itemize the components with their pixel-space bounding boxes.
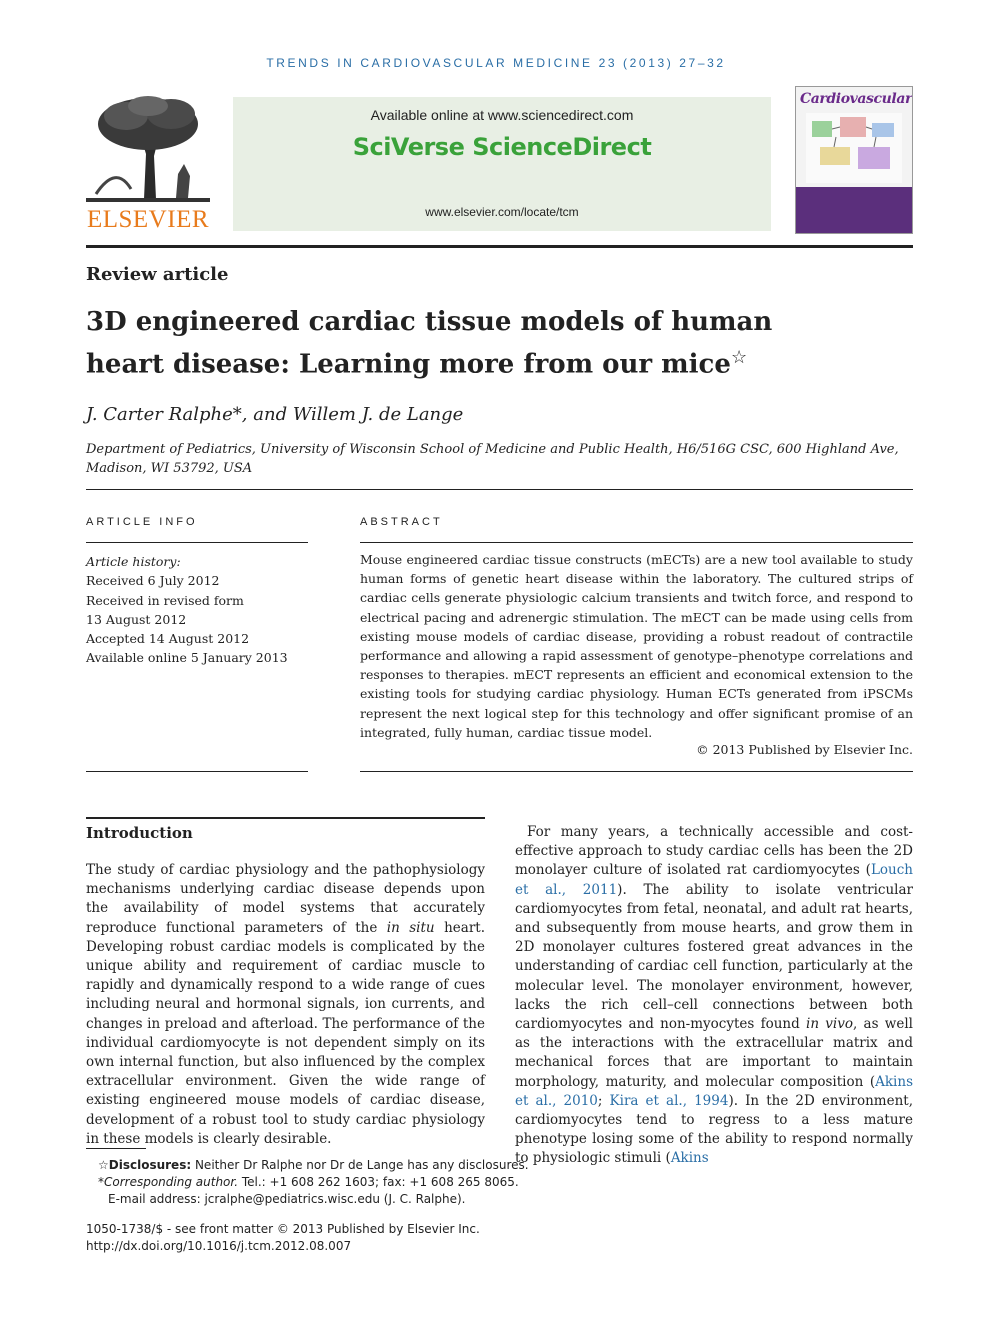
- history-item: Accepted 14 August 2012: [86, 631, 250, 647]
- introduction-heading: Introduction: [86, 824, 193, 842]
- front-matter: [86, 1221, 480, 1255]
- emphasis: in vivo: [806, 1016, 853, 1033]
- elsevier-logo: [86, 94, 210, 234]
- issn-line: 1050-1738/$ - see front matter © 2013 Published by Elsevier Inc.: [86, 1222, 480, 1236]
- history-item: Received in revised form: [86, 592, 244, 608]
- article-title: [86, 304, 846, 383]
- abstract-text: Mouse engineered cardiac tissue constructs (mECTs) are a new tool available to study human forms of genetic heart disease within the laboratory. The cultured strips of cardiac cells generate physiologic calcium transients and twitch force, and respond to electrical pacing and adrenergic stimulation. The mECT can be made using cells from existing mouse models of cardiac disease, providing a robust readout of contractile performance and allowing a rapid assessment of genotype–phenotype correlations and responses to therapies. mECT represents an efficient and economical extension to the existing tools for studying cardiac physiology. Human ECTs generated from iPSCMs represent the next logical step for this technology and offer significant promise of an integrated, fully human, cardiac tissue model.: [360, 552, 913, 740]
- text-run: , as well as the interactions with the extracellular matrix and mechanical forces that are important to maintain morphology, maturity, and molecular composition (: [515, 1016, 913, 1090]
- intro-paragraph: [86, 861, 485, 1149]
- text-run: For many years, a technically accessible and cost-effective approach to study cardiac cells has been the 2D monolayer culture of isolated rat cardiomyocytes (: [515, 824, 913, 879]
- article-history: [86, 552, 288, 668]
- article-info-bottom-rule: [86, 771, 308, 772]
- footnote-label: Corresponding author.: [104, 1175, 239, 1189]
- article-info-heading: ARTICLE INFO: [86, 516, 198, 528]
- article-type: Review article: [86, 264, 229, 285]
- footnote-text: Tel.: +1 608 262 1603; fax: +1 608 265 8065.: [238, 1175, 519, 1189]
- cover-title: Cardiovascular: [800, 91, 912, 107]
- article-title-text: 3D engineered cardiac tissue models of human heart disease: Learning more from our mice: [86, 307, 773, 380]
- abstract-heading: ABSTRACT: [360, 516, 443, 528]
- affiliation-rule: [86, 489, 913, 490]
- authors: J. Carter Ralphe*, and Willem J. de Lange: [86, 404, 464, 425]
- email-footnote[interactable]: E-mail address: jcralphe@pediatrics.wisc.edu (J. C. Ralphe).: [108, 1192, 466, 1206]
- disclosure-footnote: [86, 1157, 786, 1174]
- header-rule: [86, 245, 913, 248]
- citation-link[interactable]: Kira et al., 1994: [609, 1092, 729, 1109]
- text-run: heart. Developing robust cardiac models is complicated by the unique ability and requirement of cardiac muscle to rapidly and dynamically respond to a wide range of cues including neural and hormonal signals, ion currents, and changes in preload and afterload. The performance of the individual cardiomyocyte is not dependent simply on its own internal function, but also influenced by the complex extracellular environment. Given the wide range of existing engineered mouse models of cardiac disease, development of a robust tool to study cardiac physiology in these models is clearly desirable.: [86, 919, 485, 1147]
- footnote-mark: *: [98, 1175, 104, 1189]
- intro-right-column: [515, 823, 913, 1169]
- sciencedirect-brand: SciVerse ScienceDirect: [352, 133, 652, 161]
- cover-figure-icon: [806, 113, 902, 183]
- cover-band: [796, 187, 912, 233]
- citation-link[interactable]: Akins et al., 2010: [515, 1073, 913, 1109]
- text-run: ;: [597, 1092, 610, 1109]
- footnote-text: Neither Dr Ralphe nor Dr de Lange has any disclosures.: [191, 1158, 529, 1172]
- history-item: Available online 5 January 2013: [86, 650, 288, 666]
- affiliation: Department of Pediatrics, University of Wisconsin School of Medicine and Public Health, H6/516G CSC, 600 Highland Ave, Madison, WI 53792, USA: [86, 442, 899, 476]
- footnote-mark: ☆: [98, 1158, 109, 1172]
- journal-running-head: TRENDS IN CARDIOVASCULAR MEDICINE 23 (2013) 27–32: [266, 56, 726, 70]
- intro-paragraph: [515, 823, 913, 1169]
- text-run: The study of cardiac physiology and the pathophysiology mechanisms underlying cardiac disease depends upon the availability of model systems that accurately reproduce functional parameters of the: [86, 862, 485, 936]
- journal-cover-thumbnail[interactable]: [795, 86, 913, 234]
- text-run: ). In the 2D environment, cardiomyocytes tend to regress to a less mature phenotype losing some of the ability to respond normally to physiologic stimuli (: [515, 1092, 913, 1167]
- journal-url[interactable]: www.elsevier.com/locate/tcm: [425, 205, 579, 219]
- text-run: ). The ability to isolate ventricular cardiomyocytes from fetal, neonatal, and adult rat hearts, and subsequently from mouse hearts, and grow them in 2D monolayer cultures fostered great advances in the understanding of cardiac cell function, particularly at the molecular level. The monolayer environment, however, lacks the rich cell–cell connections between both cardiomyocytes and non-myocytes found: [515, 881, 914, 1033]
- title-footnote-mark[interactable]: ☆: [730, 347, 748, 368]
- doi-link[interactable]: http://dx.doi.org/10.1016/j.tcm.2012.08.007: [86, 1239, 352, 1253]
- footnote-label: Disclosures:: [108, 1158, 192, 1172]
- corresponding-footnote: [86, 1174, 786, 1191]
- intro-left-column: [86, 861, 485, 1149]
- emphasis: in situ: [386, 919, 435, 936]
- footnotes: [86, 1157, 786, 1208]
- citation-link[interactable]: Louch et al., 2011: [515, 862, 913, 898]
- citation-link[interactable]: Akins: [670, 1150, 709, 1167]
- elsevier-wordmark: ELSEVIER: [86, 206, 210, 233]
- abstract-bottom-rule: [360, 771, 913, 772]
- intro-rule: [86, 817, 485, 819]
- abstract-copyright: © 2013 Published by Elsevier Inc.: [696, 742, 913, 757]
- available-online-text[interactable]: Available online at www.sciencedirect.com: [370, 107, 634, 123]
- article-info-rule: [86, 542, 308, 543]
- history-item: 13 August 2012: [86, 611, 187, 627]
- elsevier-tree-icon: [86, 94, 210, 204]
- sciencedirect-banner: [233, 97, 771, 231]
- abstract-rule: [360, 542, 913, 543]
- history-label: Article history:: [86, 554, 181, 569]
- history-item: Received 6 July 2012: [86, 573, 220, 589]
- footnote-rule: [86, 1148, 146, 1149]
